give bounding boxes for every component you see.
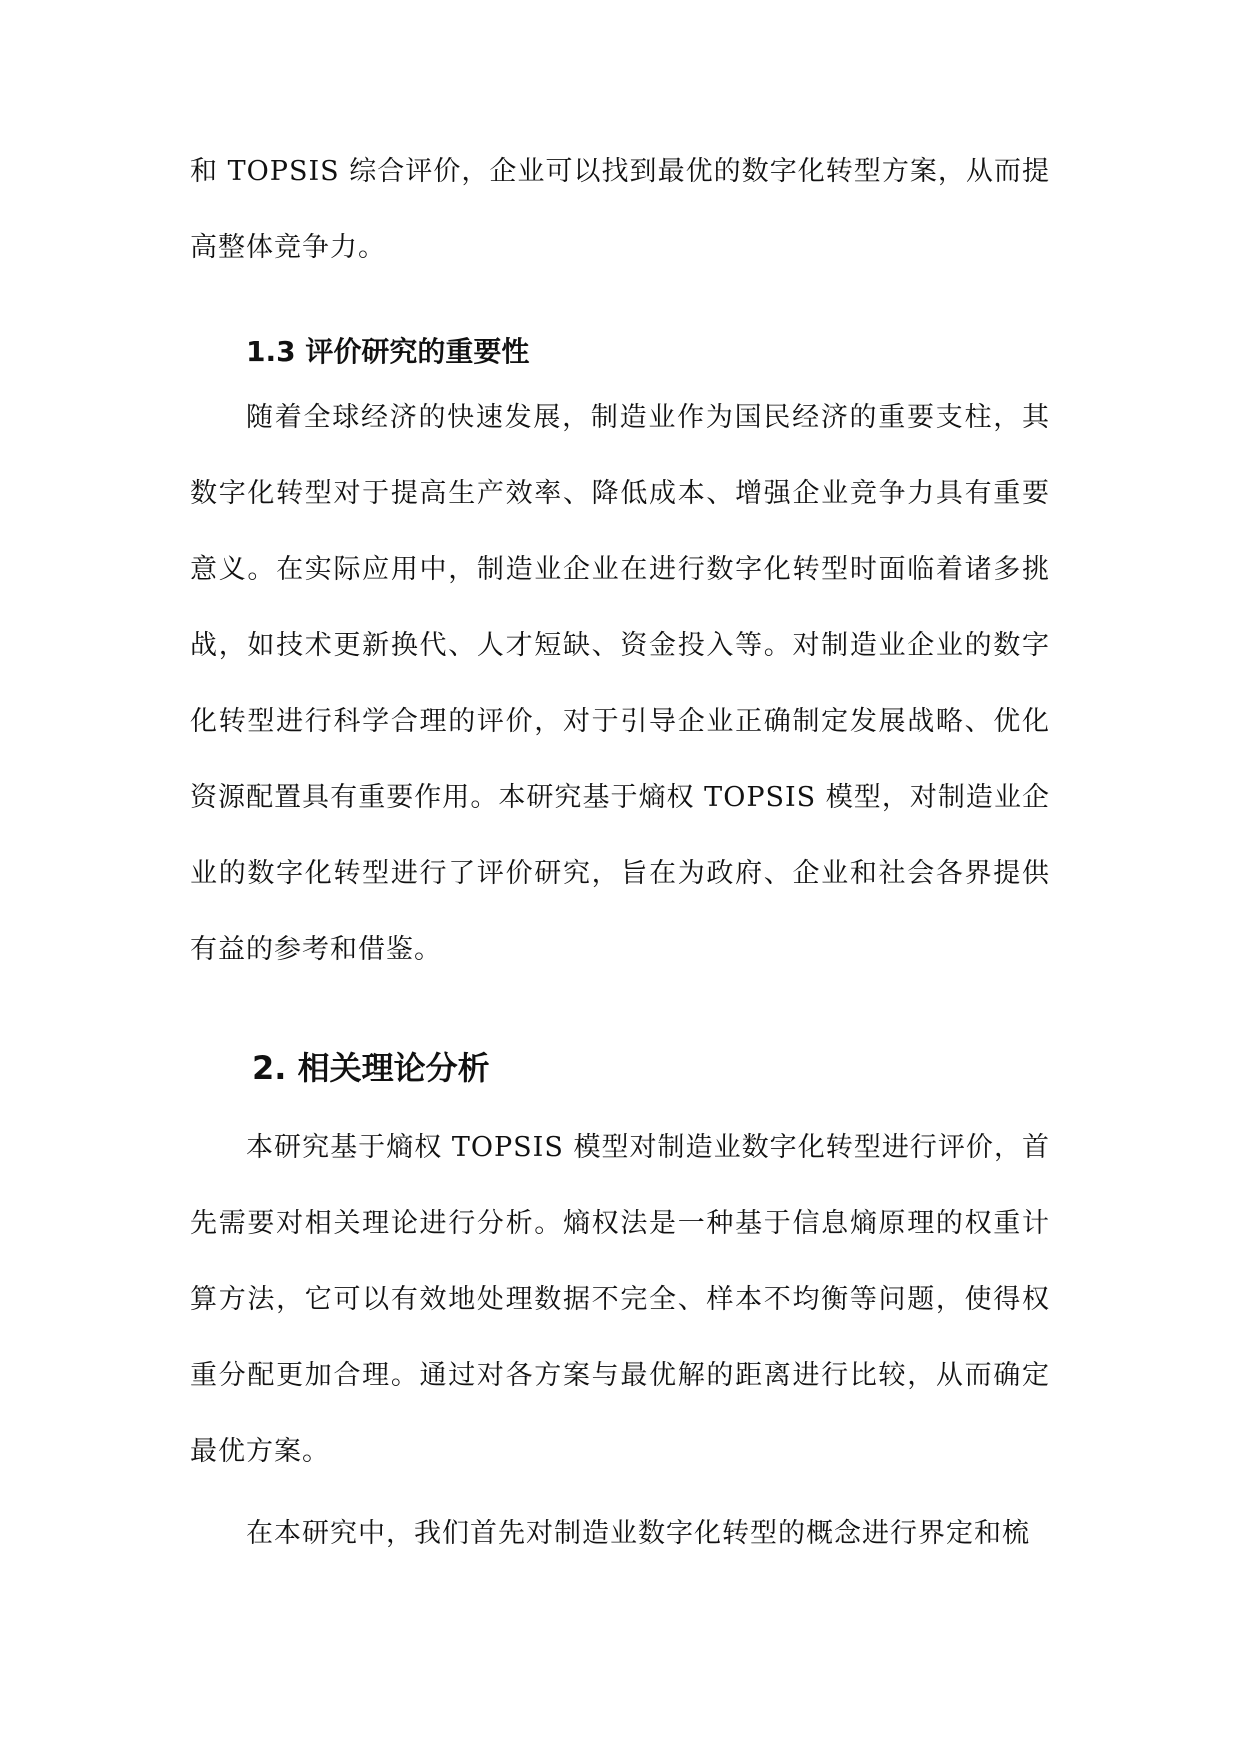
continuation-paragraph: 和 TOPSIS 综合评价，企业可以找到最优的数字化转型方案，从而提高整体竞争力。 xyxy=(190,156,1050,263)
section-2-paragraph-1: 本研究基于熵权 TOPSIS 模型对制造业数字化转型进行评价，首先需要对相关理论进行分析。熵权法是一种基于信息熵原理的权重计算方法，它可以有效地处理数据不完全、样本不均衡等问题，使得权重分配更加合理。通过对各方案与最优解的距离进行比较，从而确定最优方案。 xyxy=(190,1132,1050,1467)
section-1-3-paragraph: 随着全球经济的快速发展，制造业作为国民经济的重要支柱，其数字化转型对于提高生产效率、降低成本、增强企业竞争力具有重要意义。在实际应用中，制造业企业在进行数字化转型时面临着诸多挑战，如技术更新换代、人才短缺、资金投入等。对制造业企业的数字化转型进行科学合理的评价，对于引导企业正确制定发展战略、优化资源配置具有重要作用。本研究基于熵权 TOPSIS 模型，对制造业企业的数字化转型进行了评价研究，旨在为政府、企业和社会各界提供有益的参考和借鉴。 xyxy=(190,402,1050,965)
section-2-paragraph-2: 在本研究中，我们首先对制造业数字化转型的概念进行界定和梳 xyxy=(246,1518,1030,1549)
section-heading-1-3: 1.3 评价研究的重要性 xyxy=(246,335,530,368)
section-heading-2: 2. 相关理论分析 xyxy=(252,1049,490,1087)
